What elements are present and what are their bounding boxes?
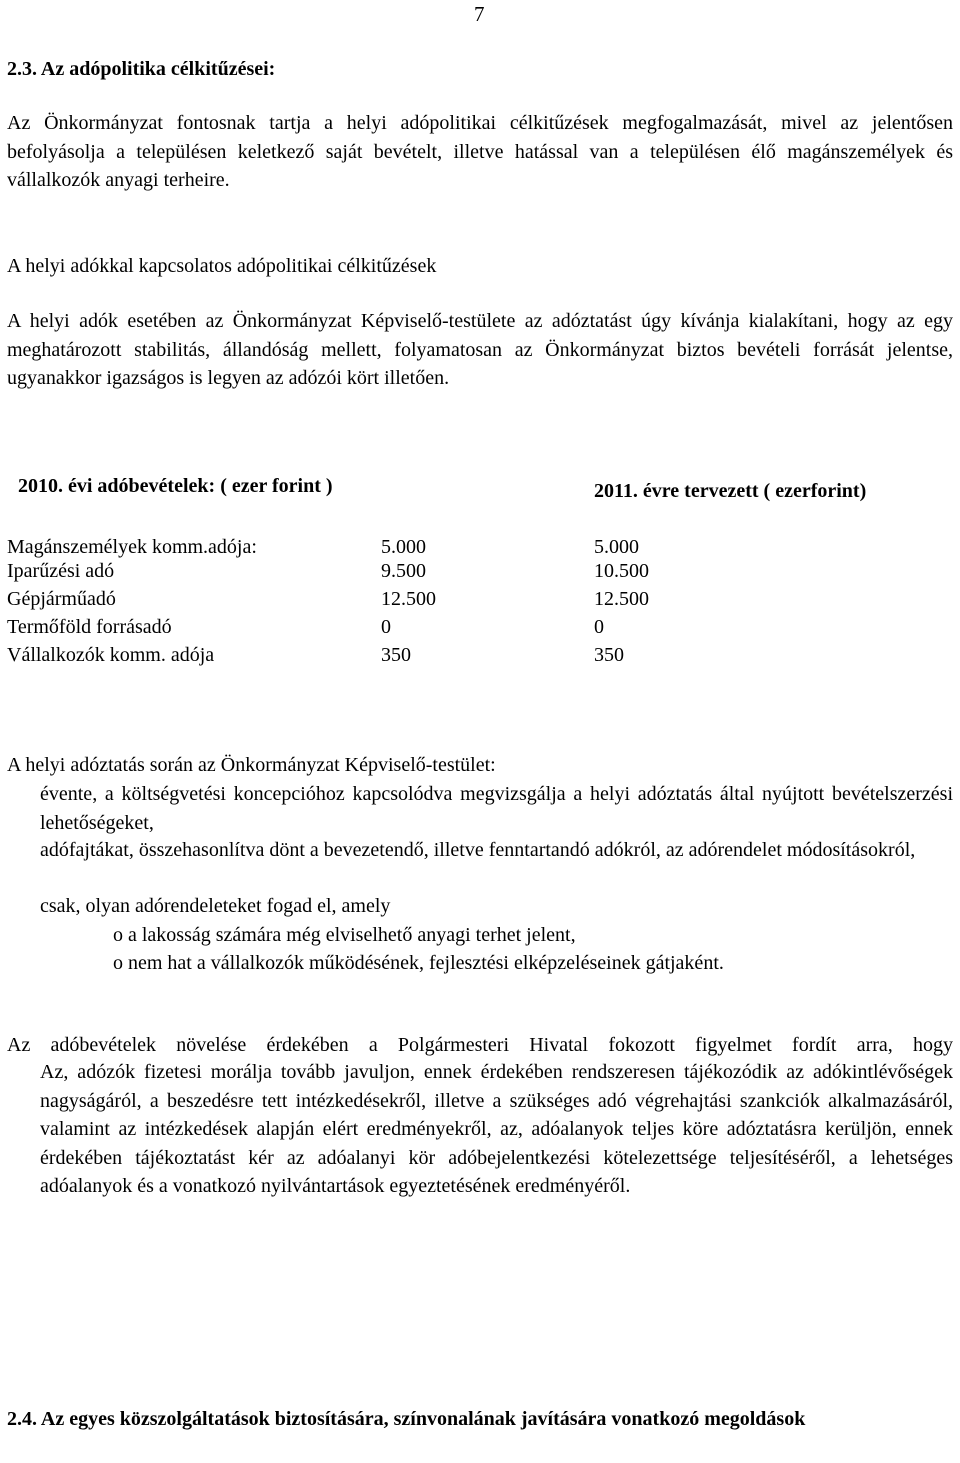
value-2010: 350 xyxy=(381,644,411,666)
tax-label: Termőföld forrásadó xyxy=(7,616,172,638)
value-2011: 350 xyxy=(594,644,624,666)
board-duty-subitem-2: o nem hat a vállalkozók működésének, fejlesztési elképzeléseinek gátjaként. xyxy=(113,952,724,974)
tax-label: Vállalkozók komm. adója xyxy=(7,644,215,666)
value-2011: 5.000 xyxy=(594,536,639,558)
board-duties-intro: A helyi adóztatás során az Önkormányzat Képviselő-testület: xyxy=(7,754,496,776)
value-2010: 5.000 xyxy=(381,536,426,558)
revenue-increase-first-line: Az adóbevételek növelése érdekében a Polgármesteri Hivatal fokozott figyelmet fordít arra, hogy xyxy=(7,1034,953,1056)
board-duty-item-3: csak, olyan adórendeleteket fogad el, amely xyxy=(40,895,391,917)
table-row xyxy=(7,557,707,585)
value-2010: 9.500 xyxy=(381,560,426,582)
tax-label: Iparűzési adó xyxy=(7,560,115,582)
table-header-2010: 2010. évi adóbevételek: ( ezer forint ) xyxy=(18,475,333,497)
table-row xyxy=(7,585,707,613)
board-duty-item-2: adófajtákat, összehasonlítva dönt a bevezetendő, illetve fenntartandó adókról, az adórendelet módosításokról, xyxy=(40,839,916,861)
value-2011: 12.500 xyxy=(594,588,649,610)
page-number: 7 xyxy=(474,2,485,26)
policy-paragraph: A helyi adók esetében az Önkormányzat Képviselő-testülete az adóztatást úgy kívánja kialakítani, hogy az egy meghatározott stabilitás, állandóság mellett, folyamatosan az Önkormányzat biztos bevételi forrását jelentse, ugyanakkor igazságos is legyen az adózói kört illetően. xyxy=(7,310,953,389)
board-duty-subitem-1: o a lakosság számára még elviselhető anyagi terhet jelent, xyxy=(113,924,576,946)
subheading-local-tax-goals: A helyi adókkal kapcsolatos adópolitikai célkitűzések xyxy=(7,255,437,277)
value-2011: 10.500 xyxy=(594,560,649,582)
value-2011: 0 xyxy=(594,616,604,638)
table-header-2011: 2011. évre tervezett ( ezerforint) xyxy=(594,480,867,502)
value-2010: 0 xyxy=(381,616,391,638)
section-heading-2-3: 2.3. Az adópolitika célkitűzései: xyxy=(7,58,276,80)
board-duty-item-1: évente, a költségvetési koncepcióhoz kapcsolódva megvizsgálja a helyi adóztatás által nyújtott bevételszerzési lehetőségeket, xyxy=(40,783,953,834)
intro-paragraph: Az Önkormányzat fontosnak tartja a helyi adópolitikai célkitűzések megfogalmazását, mivel az jelentősen befolyásolja a településen keletkező saját bevételt, illetve hatással van a településen élő magánszemélyek és vállalkozók anyagi terheire. xyxy=(7,112,953,191)
table-row xyxy=(7,641,707,669)
revenue-increase-body: Az, adózók fizetesi morálja tovább javuljon, ennek érdekében rendszeresen tájékozódik az adókintlévőségek nagyságáról, a beszedésre tett intézkedésekről, illetve a szükséges adó végrehajtási szankciók alkalmazásáról, valamint az intézkedések alapján elért eredményekről, az, adóalanyok teljes köre adóztatásra kerüljön, ennek érdekében tájékoztatást kér az adóalanyi kör adóbejelentkezési kötelezettsége teljesítéséről, a lehetséges adóalanyok és a vonatkozó nyilvántartások egyeztetésének eredményéről. xyxy=(40,1061,953,1197)
value-2010: 12.500 xyxy=(381,588,436,610)
table-row xyxy=(7,613,707,641)
tax-label: Gépjárműadó xyxy=(7,588,116,610)
section-heading-2-4: 2.4. Az egyes közszolgáltatások biztosítására, színvonalának javítására vonatkozó megoldások xyxy=(7,1408,806,1430)
tax-label: Magánszemélyek komm.adója: xyxy=(7,536,257,558)
